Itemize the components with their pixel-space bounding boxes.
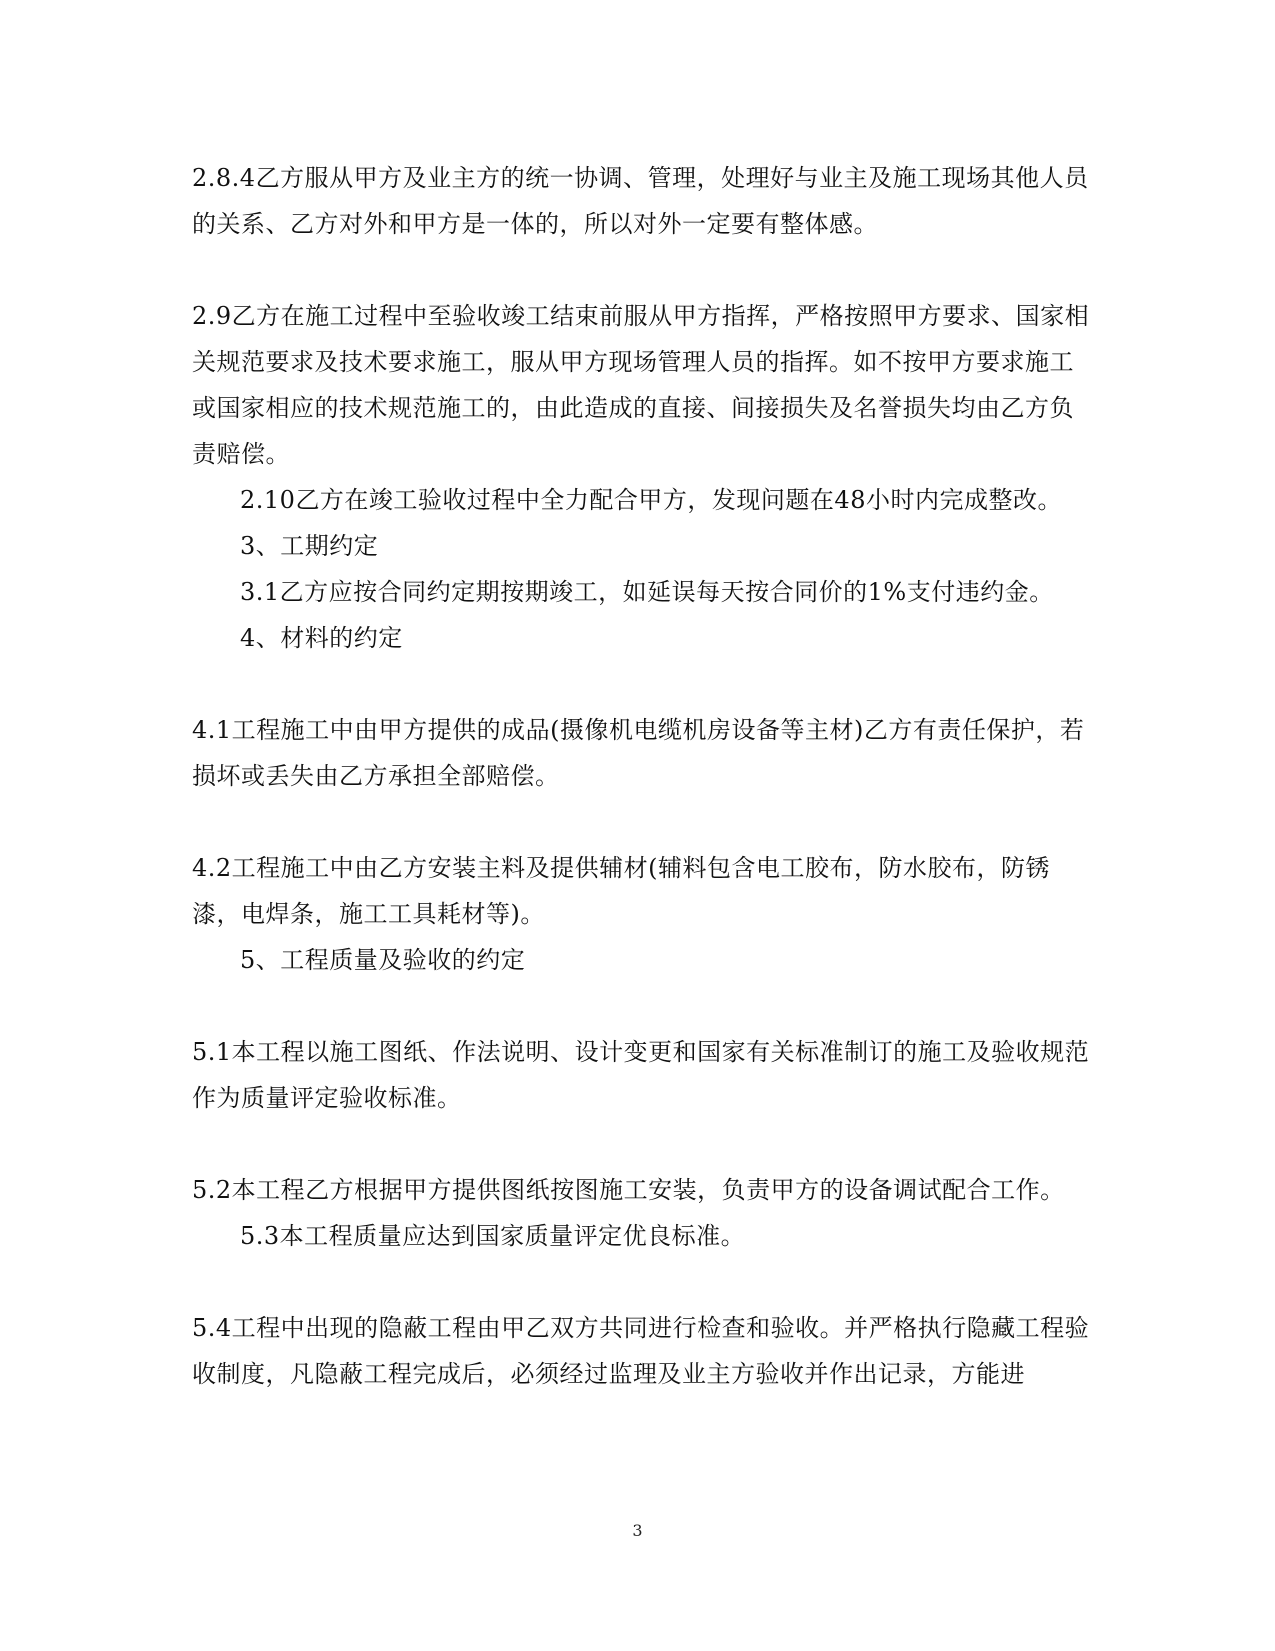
paragraph-4-1: 4.1工程施工中由甲方提供的成品(摄像机电缆机房设备等主材)乙方有责任保护，若损坏或丢失由乙方承担全部赔偿。: [192, 716, 1085, 790]
section-heading-4: 4、材料的约定: [240, 624, 403, 652]
paragraph-2-8-4: 2.8.4乙方服从甲方及业主方的统一协调、管理，处理好与业主及施工现场其他人员的关系、乙方对外和甲方是一体的，所以对外一定要有整体感。: [192, 164, 1089, 238]
paragraph-4-2: 4.2工程施工中由乙方安装主料及提供辅材(辅料包含电工胶布，防水胶布，防锈漆，电焊条，施工工具耗材等)。: [192, 854, 1051, 928]
document-body: [192, 155, 1092, 1397]
paragraph-2-10: 2.10乙方在竣工验收过程中全力配合甲方，发现问题在48小时内完成整改。: [240, 486, 1062, 514]
paragraph-5-4: 5.4工程中出现的隐蔽工程由甲乙双方共同进行检查和验收。并严格执行隐藏工程验收制度，凡隐蔽工程完成后，必须经过监理及业主方验收并作出记录，方能进: [192, 1314, 1090, 1388]
paragraph-5-3: 5.3本工程质量应达到国家质量评定优良标准。: [240, 1222, 746, 1250]
paragraph-5-1: 5.1本工程以施工图纸、作法说明、设计变更和国家有关标准制订的施工及验收规范作为质量评定验收标准。: [192, 1038, 1090, 1112]
page-number: 3: [632, 1521, 643, 1540]
paragraph-2-9: 2.9乙方在施工过程中至验收竣工结束前服从甲方指挥，严格按照甲方要求、国家相关规范要求及技术要求施工，服从甲方现场管理人员的指挥。如不按甲方要求施工或国家相应的技术规范施工的，由此造成的直接、间接损失及名誉损失均由乙方负责赔偿。: [192, 302, 1090, 468]
paragraph-3-1: 3.1乙方应按合同约定期按期竣工，如延误每天按合同价的1%支付违约金。: [240, 578, 1054, 606]
paragraph-5-2: 5.2本工程乙方根据甲方提供图纸按图施工安装，负责甲方的设备调试配合工作。: [192, 1176, 1065, 1204]
section-heading-5: 5、工程质量及验收的约定: [240, 946, 526, 974]
section-heading-3: 3、工期约定: [240, 532, 379, 560]
